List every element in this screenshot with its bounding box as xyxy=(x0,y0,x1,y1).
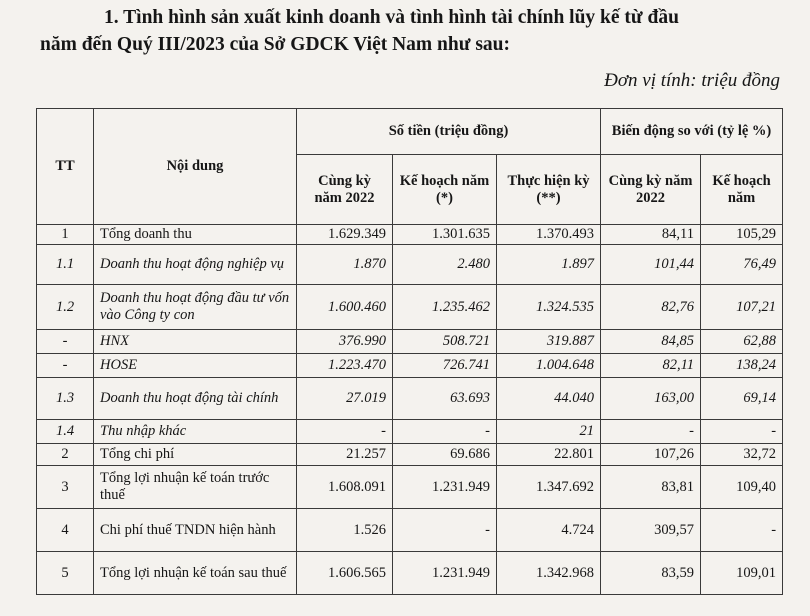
row-pct-plan: 105,29 xyxy=(701,225,783,245)
table-row xyxy=(37,509,783,552)
heading-line-2: năm đến Quý III/2023 của Sở GDCK Việt Nam như sau: xyxy=(40,34,510,55)
table-row xyxy=(37,420,783,444)
header-change-group: Biến động so với (tỷ lệ %) xyxy=(601,109,783,155)
table-row xyxy=(37,354,783,378)
row-pct-prior: 84,11 xyxy=(601,225,701,245)
row-prior: 1.870 xyxy=(297,245,393,285)
row-pct-prior: 83,59 xyxy=(601,552,701,595)
table-row xyxy=(37,378,783,420)
row-pct-plan: - xyxy=(701,420,783,444)
row-actual: 4.724 xyxy=(497,509,601,552)
row-prior: 1.223.470 xyxy=(297,354,393,378)
row-name: Doanh thu hoạt động tài chính xyxy=(94,378,297,420)
row-plan: 1.301.635 xyxy=(393,225,497,245)
row-plan: 69.686 xyxy=(393,444,497,466)
row-pct-prior: 101,44 xyxy=(601,245,701,285)
row-tt: 1 xyxy=(37,225,94,245)
table-row xyxy=(37,444,783,466)
row-actual: 1.897 xyxy=(497,245,601,285)
row-plan: 2.480 xyxy=(393,245,497,285)
row-prior: 376.990 xyxy=(297,330,393,354)
row-name: Doanh thu hoạt động nghiệp vụ xyxy=(94,245,297,285)
row-prior: 1.629.349 xyxy=(297,225,393,245)
row-actual: 1.370.493 xyxy=(497,225,601,245)
row-plan: 1.231.949 xyxy=(393,552,497,595)
row-pct-prior: 82,11 xyxy=(601,354,701,378)
row-plan: 1.231.949 xyxy=(393,466,497,509)
table-row xyxy=(37,466,783,509)
row-plan: 1.235.462 xyxy=(393,285,497,330)
header-tt: TT xyxy=(37,109,94,225)
row-name: Tổng lợi nhuận kế toán trước thuế xyxy=(94,466,297,509)
row-prior: 1.600.460 xyxy=(297,285,393,330)
row-tt: 1.2 xyxy=(37,285,94,330)
row-pct-plan: 76,49 xyxy=(701,245,783,285)
row-tt: - xyxy=(37,354,94,378)
row-actual: 21 xyxy=(497,420,601,444)
row-prior: 21.257 xyxy=(297,444,393,466)
header-amount-group: Số tiền (triệu đồng) xyxy=(297,109,601,155)
row-name: Doanh thu hoạt động đầu tư vốn vào Công ty con xyxy=(94,285,297,330)
row-tt: 5 xyxy=(37,552,94,595)
row-pct-plan: - xyxy=(701,509,783,552)
row-plan: - xyxy=(393,420,497,444)
row-pct-prior: 83,81 xyxy=(601,466,701,509)
row-pct-prior: 163,00 xyxy=(601,378,701,420)
row-name: HNX xyxy=(94,330,297,354)
row-pct-plan: 107,21 xyxy=(701,285,783,330)
table-row xyxy=(37,330,783,354)
row-name: Chi phí thuế TNDN hiện hành xyxy=(94,509,297,552)
row-actual: 319.887 xyxy=(497,330,601,354)
row-actual: 44.040 xyxy=(497,378,601,420)
row-pct-prior: - xyxy=(601,420,701,444)
row-pct-plan: 69,14 xyxy=(701,378,783,420)
heading-line-1: 1. Tình hình sản xuất kinh doanh và tình hình tài chính lũy kế từ đầu xyxy=(104,7,679,28)
row-plan: - xyxy=(393,509,497,552)
row-pct-prior: 84,85 xyxy=(601,330,701,354)
row-actual: 22.801 xyxy=(497,444,601,466)
row-name: Tổng chi phí xyxy=(94,444,297,466)
header-actual: Thực hiện kỳ (**) xyxy=(497,155,601,225)
row-prior: 27.019 xyxy=(297,378,393,420)
row-name: HOSE xyxy=(94,354,297,378)
row-actual: 1.004.648 xyxy=(497,354,601,378)
header-content: Nội dung xyxy=(94,109,297,225)
row-name: Thu nhập khác xyxy=(94,420,297,444)
row-tt: 1.1 xyxy=(37,245,94,285)
table-row xyxy=(37,285,783,330)
row-pct-plan: 32,72 xyxy=(701,444,783,466)
row-pct-prior: 107,26 xyxy=(601,444,701,466)
row-prior: 1.608.091 xyxy=(297,466,393,509)
table-row xyxy=(37,225,783,245)
row-pct-prior: 82,76 xyxy=(601,285,701,330)
row-actual: 1.324.535 xyxy=(497,285,601,330)
row-tt: 2 xyxy=(37,444,94,466)
unit-note: Đơn vị tính: triệu đồng xyxy=(604,70,780,91)
row-plan: 726.741 xyxy=(393,354,497,378)
row-plan: 63.693 xyxy=(393,378,497,420)
header-pct-plan: Kế hoạch năm xyxy=(701,155,783,225)
row-pct-plan: 109,01 xyxy=(701,552,783,595)
row-actual: 1.342.968 xyxy=(497,552,601,595)
row-plan: 508.721 xyxy=(393,330,497,354)
financial-table xyxy=(36,108,783,595)
row-tt: 4 xyxy=(37,509,94,552)
row-name: Tổng lợi nhuận kế toán sau thuế xyxy=(94,552,297,595)
row-tt: 1.3 xyxy=(37,378,94,420)
row-pct-plan: 138,24 xyxy=(701,354,783,378)
row-tt: 3 xyxy=(37,466,94,509)
row-pct-prior: 309,57 xyxy=(601,509,701,552)
row-name: Tổng doanh thu xyxy=(94,225,297,245)
row-prior: 1.526 xyxy=(297,509,393,552)
row-prior: - xyxy=(297,420,393,444)
header-pct-prior: Cùng kỳ năm 2022 xyxy=(601,155,701,225)
header-prior-year: Cùng kỳ năm 2022 xyxy=(297,155,393,225)
header-plan: Kế hoạch năm (*) xyxy=(393,155,497,225)
row-prior: 1.606.565 xyxy=(297,552,393,595)
table-row xyxy=(37,552,783,595)
row-tt: 1.4 xyxy=(37,420,94,444)
row-pct-plan: 109,40 xyxy=(701,466,783,509)
row-tt: - xyxy=(37,330,94,354)
row-actual: 1.347.692 xyxy=(497,466,601,509)
row-pct-plan: 62,88 xyxy=(701,330,783,354)
section-heading xyxy=(40,4,800,58)
table-row xyxy=(37,245,783,285)
